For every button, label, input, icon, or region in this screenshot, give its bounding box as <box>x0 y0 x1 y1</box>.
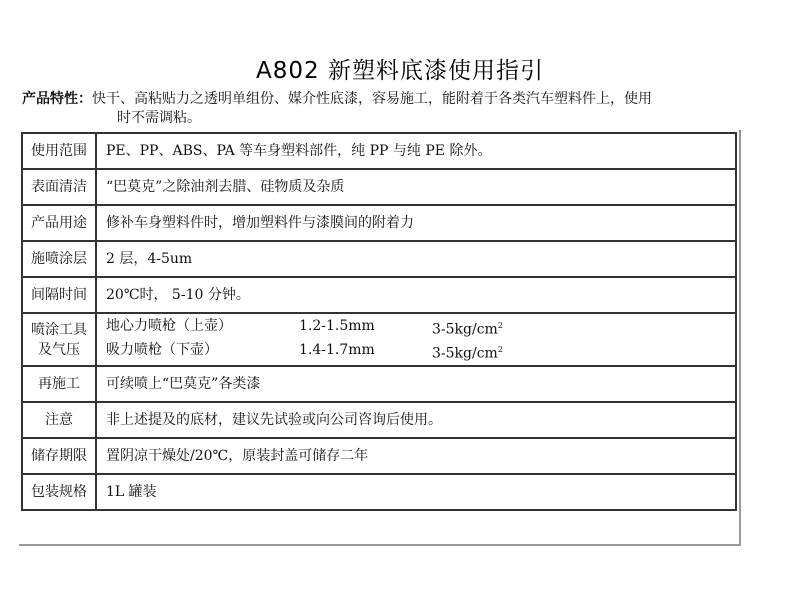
spray-tool: 地心力喷枪（上壶） <box>106 317 232 334</box>
spray-line <box>106 340 726 364</box>
row-head: 注意 <box>22 402 96 438</box>
table-row <box>22 474 736 510</box>
table-row <box>22 277 736 313</box>
row-value: 置阴凉干燥处/20℃，原装封盖可储存二年 <box>96 438 736 474</box>
table-row <box>22 402 736 438</box>
spray-head <box>22 313 96 366</box>
table-row <box>22 438 736 474</box>
row-head: 产品用途 <box>22 205 96 241</box>
row-head: 间隔时间 <box>22 277 96 313</box>
features-text-line1: 快干、高粘贴力之透明单组份、媒介性底漆，容易施工，能附着于各类汽车塑料件上，使用 <box>92 91 652 107</box>
spray-head-line2: 及气压 <box>38 341 80 358</box>
row-head: 使用范围 <box>22 133 96 169</box>
spray-nozzle: 1.4-1.7mm <box>299 341 375 358</box>
spray-values <box>96 313 736 366</box>
spray-head-line1: 喷涂工具 <box>31 321 87 338</box>
row-head: 储存期限 <box>22 438 96 474</box>
row-value: 非上述提及的底材，建议先试验或向公司咨询后使用。 <box>96 402 736 438</box>
spray-nozzle: 1.2-1.5mm <box>299 317 375 334</box>
row-value: 修补车身塑料件时，增加塑料件与漆膜间的附着力 <box>96 205 736 241</box>
table-row <box>22 205 736 241</box>
row-head: 再施工 <box>22 366 96 402</box>
row-head: 施喷涂层 <box>22 241 96 277</box>
table-row-spray <box>22 313 736 366</box>
row-value: “巴莫克”之除油剂去腊、硅物质及杂质 <box>96 169 736 205</box>
spray-pressure: $3-5kg/cm^2$ <box>432 320 503 338</box>
row-value: PE、PP、ABS、PA 等车身塑料部件，纯 PP 与纯 PE 除外。 <box>96 133 736 169</box>
spray-tool: 吸力喷枪（下壶） <box>106 341 218 358</box>
features-label: 产品特性： <box>22 91 92 107</box>
table-row <box>22 133 736 169</box>
spray-pressure: $3-5kg/cm^2$ <box>432 344 503 362</box>
table-row <box>22 169 736 205</box>
spec-table <box>21 132 737 511</box>
row-value: 20℃时， 5-10 分钟。 <box>96 277 736 313</box>
row-value: 1L 罐装 <box>96 474 736 510</box>
table-row <box>22 241 736 277</box>
row-head: 表面清洁 <box>22 169 96 205</box>
row-value: 可续喷上“巴莫克”各类漆 <box>96 366 736 402</box>
document-title: A802 新塑料底漆使用指引 <box>256 58 544 84</box>
table-row <box>22 366 736 402</box>
spray-line <box>106 316 726 340</box>
features-text-line2: 时不需调粘。 <box>117 110 201 126</box>
row-value: 2 层，4-5um <box>96 241 736 277</box>
product-features <box>22 90 762 128</box>
row-head: 包装规格 <box>22 474 96 510</box>
